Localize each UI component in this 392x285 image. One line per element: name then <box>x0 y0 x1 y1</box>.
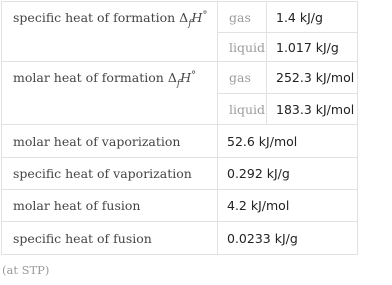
table-row <box>2 158 358 190</box>
property-label-cell <box>2 62 218 125</box>
property-label: specific heat of fusion <box>2 222 218 255</box>
property-label: specific heat of formation <box>13 10 176 25</box>
footnote: (at STP) <box>2 263 50 277</box>
property-label: specific heat of vaporization <box>2 158 218 190</box>
table-row <box>2 125 358 158</box>
value-cell: 0.0233 kJ/g <box>218 222 358 255</box>
table-row <box>2 190 358 222</box>
phase-label: gas <box>218 62 267 94</box>
formula-symbol: $\Delta_fH^\circ$ <box>179 10 208 29</box>
table-row <box>2 222 358 255</box>
thermodynamic-properties-table <box>1 1 358 255</box>
phase-label: gas <box>218 2 267 33</box>
value-cell: 1.4 kJ/g <box>267 2 358 33</box>
value-cell: 0.292 kJ/g <box>218 158 358 190</box>
value-cell: 1.017 kJ/g <box>267 33 358 62</box>
value-cell: 52.6 kJ/mol <box>218 125 358 158</box>
value-cell: 183.3 kJ/mol <box>267 94 358 125</box>
table-row <box>2 62 358 94</box>
formula-symbol: $\Delta_fH^\circ$ <box>167 70 197 89</box>
property-label: molar heat of vaporization <box>2 125 218 158</box>
property-label-cell <box>2 2 218 62</box>
property-label: molar heat of formation <box>13 70 164 85</box>
phase-label: liquid <box>218 33 267 62</box>
property-label: molar heat of fusion <box>2 190 218 222</box>
value-cell: 252.3 kJ/mol <box>267 62 358 94</box>
phase-label: liquid <box>218 94 267 125</box>
table-row <box>2 2 358 33</box>
value-cell: 4.2 kJ/mol <box>218 190 358 222</box>
